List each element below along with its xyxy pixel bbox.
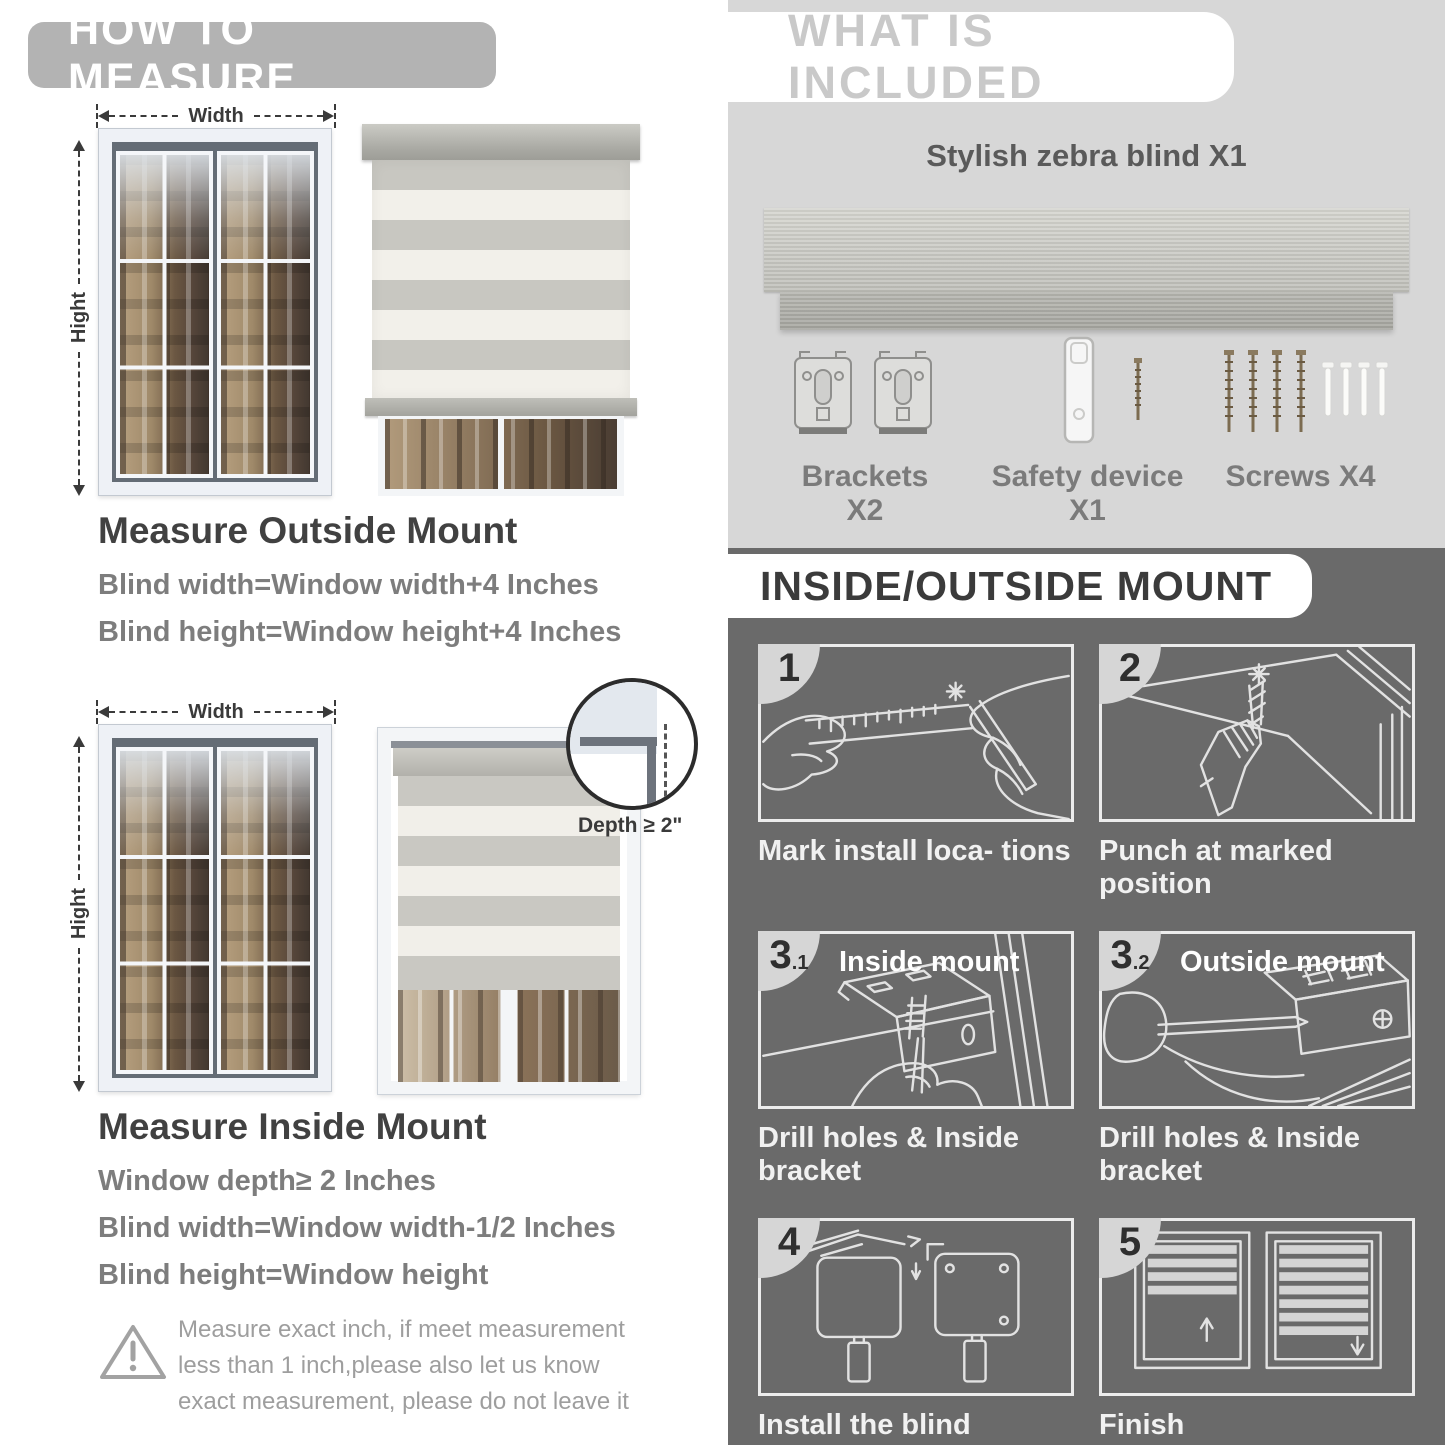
step-1-image	[758, 644, 1074, 822]
inside-line-3: Blind height=Window height	[98, 1259, 489, 1291]
step-2-image	[1099, 644, 1415, 822]
window-illustration-outside	[98, 128, 332, 496]
step-number-badge: 3 .1	[758, 931, 820, 991]
step-5	[1099, 1218, 1415, 1442]
width-label: Width	[188, 104, 244, 127]
step-5-caption: Finish	[1099, 1409, 1185, 1441]
step-3-1	[758, 931, 1074, 1188]
step-number-badge: 1	[758, 644, 820, 704]
step-3-2-image	[1099, 931, 1415, 1109]
hight-label: Hight	[67, 292, 90, 344]
what-is-included-title: WHAT IS INCLUDED	[788, 5, 1045, 108]
step-3-1-caption: Drill holes & Inside bracket	[758, 1122, 1020, 1187]
arrow-head-down	[73, 485, 85, 496]
screws-label: Screws X4	[1225, 460, 1376, 493]
what-is-included-panel	[728, 0, 1445, 548]
arrow-head-right	[323, 110, 334, 122]
arrow-tick	[334, 700, 336, 724]
step-4-image	[758, 1218, 1074, 1396]
warning-triangle-icon	[98, 1320, 168, 1384]
outside-height-arrow	[66, 140, 92, 496]
step-3-2-caption: Drill holes & Inside bracket	[1099, 1122, 1361, 1187]
measure-outside-lines	[98, 562, 621, 656]
step-3-1-image	[758, 931, 1074, 1109]
arrow-head-up	[73, 736, 85, 747]
step-number-badge: 4	[758, 1218, 820, 1278]
arrow-head-up	[73, 140, 85, 151]
step-5-image	[1099, 1218, 1415, 1396]
inside-height-arrow	[66, 736, 92, 1092]
step-1	[758, 644, 1074, 901]
arrow-tick	[334, 104, 336, 128]
blind-shade-stripes	[372, 160, 630, 398]
outside-line-2: Blind height=Window height+4 Inches	[98, 616, 622, 648]
blind-cassette	[362, 124, 640, 160]
arrow-head-down	[73, 1081, 85, 1092]
bracket-icon	[870, 348, 936, 440]
window-illustration-inside	[98, 724, 332, 1092]
measure-warning-text: Measure exact inch, if meet measurement less than 1 inch,please also let us know exact measurement, please do not leave it	[178, 1316, 629, 1415]
screws-and-anchors-icon	[1222, 348, 1394, 440]
arrow-head-right	[323, 706, 334, 718]
blind-headrail-image	[764, 208, 1409, 292]
width-label: Width	[188, 700, 244, 723]
window-sash	[116, 747, 213, 1074]
inside-line-2: Blind width=Window width-1/2 Inches	[98, 1212, 616, 1244]
how-to-measure-banner	[28, 6, 496, 103]
window-sash	[217, 151, 314, 478]
mount-section-title: INSIDE/OUTSIDE MOUNT	[760, 562, 1273, 609]
safety-device-label: Safety device X1	[991, 460, 1184, 527]
step-3-2	[1099, 931, 1415, 1188]
mount-section-header	[728, 554, 1312, 618]
depth-label: Depth ≥ 2"	[578, 814, 683, 837]
screw-icon	[1130, 356, 1146, 424]
measure-inside-title: Measure Inside Mount	[98, 1106, 487, 1147]
inside-outside-mount-panel	[728, 548, 1445, 1445]
step-number-badge: 2	[1099, 644, 1161, 704]
window-peek	[378, 416, 624, 496]
brackets-label: Brackets X2	[801, 460, 929, 527]
product-label: Stylish zebra blind X1	[926, 138, 1247, 173]
bracket-icon	[790, 348, 856, 440]
measure-outside-title: Measure Outside Mount	[98, 510, 518, 551]
blind-headrail-lower-tier	[780, 292, 1393, 330]
outside-mount-label: Outside mount	[1180, 946, 1385, 978]
window-sash	[116, 151, 213, 478]
inside-width-arrow	[96, 700, 336, 724]
outside-width-arrow	[96, 104, 336, 128]
blind-shade-stripes	[398, 776, 620, 990]
step-2-caption: Punch at marked position	[1099, 835, 1333, 900]
safety-device-icon	[1060, 334, 1098, 448]
depth-callout-circle	[566, 678, 698, 810]
installation-steps-grid	[758, 644, 1415, 1442]
inside-mount-label: Inside mount	[839, 946, 1020, 978]
frame-corner-vertical	[647, 737, 656, 810]
measure-inside-lines	[98, 1158, 616, 1299]
step-4-caption: Install the blind	[758, 1409, 971, 1441]
step-number-badge: 3 .2	[1099, 931, 1161, 991]
hight-label: Hight	[67, 888, 90, 940]
step-number-badge: 5	[1099, 1218, 1161, 1278]
outside-line-1: Blind width=Window width+4 Inches	[98, 569, 599, 601]
arrow-head-left	[98, 706, 109, 718]
zebra-blind-outside-illustration	[362, 124, 640, 496]
arrow-head-left	[98, 110, 109, 122]
screws	[1224, 350, 1306, 432]
how-to-measure-title: HOW TO MEASURE	[68, 6, 298, 103]
window-peek	[398, 990, 620, 1082]
step-4	[758, 1218, 1074, 1442]
inside-line-1: Window depth≥ 2 Inches	[98, 1165, 436, 1197]
wall-anchors	[1322, 362, 1388, 416]
what-is-included-header	[728, 5, 1234, 108]
depth-dashed-line	[664, 724, 667, 806]
frame-corner-horizontal	[580, 737, 657, 746]
window-sash	[217, 747, 314, 1074]
blind-bottom-rail	[365, 398, 637, 416]
step-2	[1099, 644, 1415, 901]
step-1-caption: Mark install loca- tions	[758, 835, 1071, 867]
